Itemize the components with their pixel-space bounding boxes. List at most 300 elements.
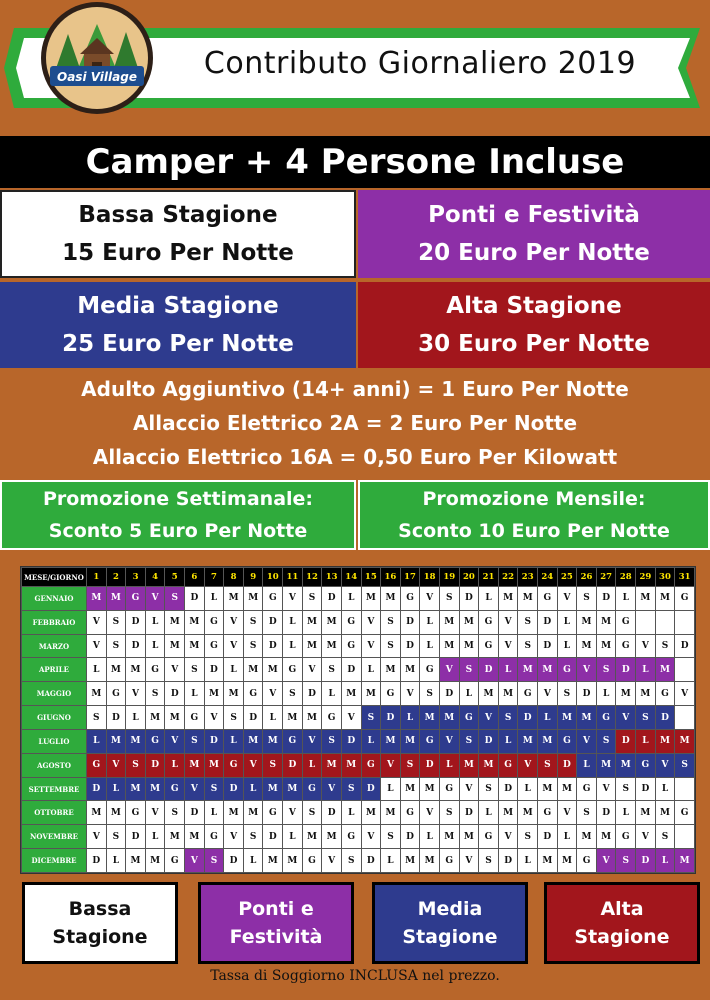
calendar-day-cell: D — [439, 682, 459, 706]
calendar-day-cell: M — [361, 682, 381, 706]
calendar-day-cell: S — [341, 849, 361, 873]
calendar-day-cell: G — [341, 825, 361, 849]
calendar-day-cell: V — [400, 682, 420, 706]
calendar-day-cell: L — [557, 610, 577, 634]
calendar-day-cell: V — [263, 682, 283, 706]
calendar-day-cell: G — [655, 682, 675, 706]
calendar-day-cell: L — [243, 777, 263, 801]
calendar-day-cell: D — [538, 825, 558, 849]
calendar-day-cell: M — [145, 849, 165, 873]
calendar-day-cell: L — [106, 777, 126, 801]
calendar-day-cell: G — [557, 658, 577, 682]
calendar-month-label: MARZO — [22, 634, 87, 658]
calendar-day-cell: S — [283, 682, 303, 706]
calendar-day-cell: D — [400, 634, 420, 658]
calendar-day-cell: L — [538, 706, 558, 730]
calendar-day-cell: M — [283, 706, 303, 730]
calendar-day-cell: G — [400, 801, 420, 825]
calendar-day-cell: M — [557, 706, 577, 730]
season-price: 30 Euro Per Notte — [418, 331, 650, 357]
calendar-day-header: 12 — [302, 568, 322, 587]
calendar-day-header: 1 — [87, 568, 107, 587]
calendar-day-cell: L — [459, 682, 479, 706]
calendar-day-cell: G — [204, 634, 224, 658]
calendar-day-cell: L — [341, 587, 361, 611]
calendar-day-cell: V — [87, 610, 107, 634]
calendar-day-header: 14 — [341, 568, 361, 587]
calendar-day-cell: L — [420, 825, 440, 849]
calendar-day-cell: M — [557, 777, 577, 801]
calendar-day-cell: M — [655, 801, 675, 825]
calendar-day-cell: S — [655, 634, 675, 658]
calendar-day-cell: L — [361, 729, 381, 753]
calendar-day-cell: D — [538, 610, 558, 634]
calendar-day-cell: D — [675, 634, 695, 658]
calendar-day-cell: M — [655, 587, 675, 611]
calendar-day-cell: D — [126, 634, 146, 658]
season-box-bassa — [0, 190, 356, 278]
calendar-day-header: 11 — [283, 568, 303, 587]
calendar-day-cell: V — [616, 706, 636, 730]
calendar-day-cell: D — [400, 825, 420, 849]
calendar-day-cell: M — [655, 658, 675, 682]
calendar-empty-cell — [655, 610, 675, 634]
calendar-day-cell: L — [263, 706, 283, 730]
calendar-day-cell: M — [439, 634, 459, 658]
calendar-day-cell: L — [557, 825, 577, 849]
calendar-day-cell: M — [224, 801, 244, 825]
calendar-day-cell: D — [361, 849, 381, 873]
calendar-day-cell: L — [106, 849, 126, 873]
calendar-day-cell: L — [126, 706, 146, 730]
calendar-day-cell: M — [400, 658, 420, 682]
calendar-day-cell: M — [577, 706, 597, 730]
calendar-day-cell: V — [557, 587, 577, 611]
calendar-day-cell: M — [165, 706, 185, 730]
promo-monthly — [358, 480, 710, 550]
calendar-day-cell: M — [322, 634, 342, 658]
calendar-day-cell: G — [616, 825, 636, 849]
calendar-day-cell: G — [204, 610, 224, 634]
calendar-day-cell: L — [185, 682, 205, 706]
calendar-day-cell: S — [498, 706, 518, 730]
calendar-day-cell: L — [479, 587, 499, 611]
calendar-day-cell: S — [302, 587, 322, 611]
calendar-day-cell: M — [675, 849, 695, 873]
calendar-day-cell: G — [283, 658, 303, 682]
calendar-day-cell: D — [341, 729, 361, 753]
calendar-day-cell: V — [459, 849, 479, 873]
calendar-day-cell: L — [479, 801, 499, 825]
calendar-day-cell: M — [479, 753, 499, 777]
calendar-day-cell: M — [302, 825, 322, 849]
season-price: 15 Euro Per Notte — [62, 240, 294, 266]
calendar-day-cell: G — [243, 682, 263, 706]
calendar-day-cell: G — [420, 729, 440, 753]
calendar-day-cell: G — [126, 801, 146, 825]
calendar-day-header: 23 — [518, 568, 538, 587]
calendar-day-cell: M — [616, 753, 636, 777]
calendar-month-label: AGOSTO — [22, 753, 87, 777]
calendar-day-cell: D — [185, 801, 205, 825]
calendar-day-cell: L — [361, 658, 381, 682]
calendar-day-cell: V — [498, 634, 518, 658]
calendar-day-cell: V — [636, 634, 656, 658]
calendar-day-cell: D — [361, 777, 381, 801]
calendar-day-cell: M — [538, 729, 558, 753]
season-box-alta — [358, 282, 710, 368]
calendar-day-cell: D — [420, 753, 440, 777]
calendar-day-cell: S — [243, 634, 263, 658]
calendar-day-cell: L — [420, 610, 440, 634]
calendar-day-cell: D — [243, 706, 263, 730]
calendar-day-cell: L — [636, 729, 656, 753]
calendar-day-cell: M — [243, 587, 263, 611]
calendar-month-row — [22, 658, 695, 682]
calendar-day-header: 8 — [224, 568, 244, 587]
calendar-day-header: 2 — [106, 568, 126, 587]
calendar-day-cell: S — [263, 753, 283, 777]
legend-line2: Festività — [229, 926, 323, 948]
calendar-day-cell: S — [518, 825, 538, 849]
calendar-day-cell: V — [538, 682, 558, 706]
calendar-day-cell: M — [420, 849, 440, 873]
calendar-day-cell: S — [381, 610, 401, 634]
calendar-day-cell: S — [302, 801, 322, 825]
calendar-day-header: 27 — [596, 568, 616, 587]
calendar-empty-cell — [675, 825, 695, 849]
calendar-day-cell: G — [145, 658, 165, 682]
calendar-day-cell: L — [283, 634, 303, 658]
calendar-day-cell: V — [518, 753, 538, 777]
season-box-ponti — [358, 190, 710, 278]
calendar-day-cell: S — [341, 777, 361, 801]
calendar-month-label: OTTOBRE — [22, 801, 87, 825]
calendar-day-cell: M — [322, 610, 342, 634]
calendar-day-cell: M — [459, 634, 479, 658]
calendar-day-header: 4 — [145, 568, 165, 587]
calendar-day-cell: G — [479, 610, 499, 634]
calendar-day-cell: M — [636, 801, 656, 825]
calendar-day-cell: S — [243, 825, 263, 849]
calendar-month-label: LUGLIO — [22, 729, 87, 753]
calendar-day-header: 3 — [126, 568, 146, 587]
calendar-day-header: 6 — [185, 568, 205, 587]
calendar-day-header: 7 — [204, 568, 224, 587]
calendar-day-cell: M — [165, 610, 185, 634]
calendar-day-cell: G — [185, 706, 205, 730]
calendar-day-header: 10 — [263, 568, 283, 587]
calendar-day-cell: V — [302, 729, 322, 753]
calendar-day-cell: D — [302, 682, 322, 706]
calendar-day-cell: M — [538, 777, 558, 801]
calendar-day-cell: G — [616, 634, 636, 658]
season-name: Bassa Stagione — [78, 202, 278, 228]
calendar-day-cell: V — [596, 849, 616, 873]
calendar-month-row — [22, 706, 695, 730]
calendar-day-cell: G — [126, 587, 146, 611]
season-name: Media Stagione — [77, 293, 279, 319]
calendar-day-cell: V — [420, 801, 440, 825]
calendar-day-header: 13 — [322, 568, 342, 587]
season-price: 20 Euro Per Notte — [418, 240, 650, 266]
calendar-day-cell: L — [616, 801, 636, 825]
headline: Camper + 4 Persone Incluse — [0, 136, 710, 188]
season-box-media — [0, 282, 356, 368]
calendar-day-cell: M — [204, 753, 224, 777]
calendar-day-cell: D — [636, 849, 656, 873]
calendar-day-cell: V — [224, 610, 244, 634]
calendar-month-label: SETTEMBRE — [22, 777, 87, 801]
calendar-day-cell: V — [498, 825, 518, 849]
calendar-day-cell: M — [616, 682, 636, 706]
calendar-day-cell: L — [518, 849, 538, 873]
calendar-day-cell: S — [557, 682, 577, 706]
calendar-empty-cell — [636, 610, 656, 634]
calendar-day-cell: M — [577, 610, 597, 634]
calendar-day-cell: M — [577, 825, 597, 849]
calendar-day-cell: L — [165, 753, 185, 777]
calendar-day-cell: M — [243, 729, 263, 753]
calendar-day-cell: M — [381, 801, 401, 825]
calendar-month-row — [22, 682, 695, 706]
calendar-day-cell: D — [577, 682, 597, 706]
calendar-empty-cell — [675, 610, 695, 634]
calendar-day-cell: V — [577, 658, 597, 682]
calendar-day-cell: M — [341, 682, 361, 706]
calendar-day-cell: V — [87, 825, 107, 849]
calendar-day-cell: G — [439, 777, 459, 801]
calendar-day-cell: S — [439, 801, 459, 825]
calendar-day-cell: L — [381, 849, 401, 873]
calendar-day-cell: M — [636, 587, 656, 611]
calendar-day-header: 30 — [655, 568, 675, 587]
calendar-day-cell: V — [185, 849, 205, 873]
calendar-day-cell: G — [577, 777, 597, 801]
calendar-day-cell: G — [675, 801, 695, 825]
calendar-day-cell: S — [165, 801, 185, 825]
calendar-day-cell: M — [106, 587, 126, 611]
legend-ponti — [198, 882, 354, 964]
calendar-day-cell: S — [616, 849, 636, 873]
calendar-day-cell: G — [224, 753, 244, 777]
calendar-day-cell: D — [479, 729, 499, 753]
calendar-day-cell: S — [479, 777, 499, 801]
calendar-day-cell: S — [439, 587, 459, 611]
calendar-day-cell: V — [243, 753, 263, 777]
calendar-day-cell: M — [498, 682, 518, 706]
calendar-day-cell: G — [381, 682, 401, 706]
calendar-month-row — [22, 587, 695, 611]
calendar-day-cell: G — [322, 706, 342, 730]
calendar-day-cell: G — [616, 610, 636, 634]
calendar-day-cell: M — [675, 729, 695, 753]
calendar-day-cell: M — [126, 849, 146, 873]
calendar-day-cell: G — [636, 753, 656, 777]
calendar-empty-cell — [675, 658, 695, 682]
calendar-day-cell: V — [498, 610, 518, 634]
calendar-day-cell: L — [596, 682, 616, 706]
calendar-day-cell: D — [616, 658, 636, 682]
calendar-day-cell: D — [106, 706, 126, 730]
calendar-day-cell: M — [145, 777, 165, 801]
calendar-day-cell: D — [479, 658, 499, 682]
calendar-day-cell: M — [322, 825, 342, 849]
calendar-day-cell: M — [439, 610, 459, 634]
calendar-day-header: 31 — [675, 568, 695, 587]
calendar-day-cell: M — [185, 634, 205, 658]
calendar-day-cell: V — [479, 706, 499, 730]
calendar-day-cell: M — [106, 658, 126, 682]
calendar-day-cell: G — [106, 682, 126, 706]
calendar-day-cell: S — [616, 777, 636, 801]
calendar-day-header: 25 — [557, 568, 577, 587]
calendar-day-cell: M — [400, 849, 420, 873]
calendar-month-row — [22, 777, 695, 801]
calendar-day-header: 15 — [361, 568, 381, 587]
calendar-day-header: 22 — [498, 568, 518, 587]
calendar-day-cell: M — [439, 706, 459, 730]
calendar-day-cell: G — [283, 729, 303, 753]
calendar-day-cell: D — [126, 825, 146, 849]
calendar-day-cell: S — [224, 706, 244, 730]
calendar-day-cell: D — [459, 801, 479, 825]
calendar-day-cell: D — [263, 634, 283, 658]
calendar-day-cell: M — [518, 587, 538, 611]
calendar-day-cell: D — [322, 801, 342, 825]
calendar-day-cell: G — [557, 729, 577, 753]
calendar-day-cell: M — [341, 753, 361, 777]
calendar-day-cell: M — [126, 729, 146, 753]
legend-line1: Media — [417, 898, 483, 920]
calendar-day-cell: V — [636, 825, 656, 849]
legend-bassa — [22, 882, 178, 964]
calendar-day-cell: D — [224, 777, 244, 801]
calendar-day-cell: D — [283, 753, 303, 777]
calendar-day-cell: M — [381, 587, 401, 611]
calendar-day-cell: D — [263, 825, 283, 849]
calendar-day-cell: G — [87, 753, 107, 777]
calendar-day-cell: S — [577, 801, 597, 825]
calendar-day-cell: D — [655, 706, 675, 730]
legend-line2: Stagione — [574, 926, 670, 948]
calendar-day-header: 24 — [538, 568, 558, 587]
calendar-day-cell: V — [655, 753, 675, 777]
calendar-day-cell: L — [204, 801, 224, 825]
calendar-day-cell: M — [106, 729, 126, 753]
calendar-day-cell: D — [263, 610, 283, 634]
calendar-day-cell: V — [224, 634, 244, 658]
extra-adult: Adulto Aggiuntivo (14+ anni) = 1 Euro Per Notte — [81, 377, 629, 401]
calendar-day-cell: L — [518, 777, 538, 801]
calendar-day-cell: V — [106, 753, 126, 777]
calendar-month-label: GIUGNO — [22, 706, 87, 730]
calendar-day-cell: G — [479, 825, 499, 849]
calendar-day-header: 18 — [420, 568, 440, 587]
calendar-day-cell: M — [420, 706, 440, 730]
calendar-day-cell: G — [538, 587, 558, 611]
calendar-day-cell: S — [204, 777, 224, 801]
calendar-day-cell: S — [518, 634, 538, 658]
calendar-day-header: 29 — [636, 568, 656, 587]
calendar-day-cell: M — [459, 610, 479, 634]
calendar-day-cell: S — [126, 753, 146, 777]
calendar-day-cell: M — [381, 729, 401, 753]
calendar-day-cell: L — [302, 753, 322, 777]
calendar-day-cell: D — [557, 753, 577, 777]
calendar-day-cell: S — [204, 849, 224, 873]
calendar-day-cell: G — [420, 658, 440, 682]
calendar-day-cell: D — [87, 849, 107, 873]
calendar-day-cell: M — [302, 634, 322, 658]
calendar-day-cell: D — [498, 777, 518, 801]
calendar-day-cell: M — [106, 801, 126, 825]
oasi-village-logo — [22, 0, 172, 130]
calendar-header-row — [22, 568, 695, 587]
calendar-day-cell: M — [185, 825, 205, 849]
calendar-day-cell: V — [361, 825, 381, 849]
calendar-day-cell: V — [283, 801, 303, 825]
calendar-day-cell: M — [518, 729, 538, 753]
calendar-month-label: NOVEMBRE — [22, 825, 87, 849]
calendar-day-cell: M — [518, 658, 538, 682]
calendar-day-cell: M — [322, 753, 342, 777]
calendar-day-cell: D — [165, 682, 185, 706]
calendar-day-cell: M — [420, 777, 440, 801]
calendar-day-cell: M — [577, 634, 597, 658]
calendar-day-cell: G — [165, 777, 185, 801]
calendar-day-cell: M — [263, 849, 283, 873]
calendar-day-header: 5 — [165, 568, 185, 587]
calendar-day-cell: V — [204, 706, 224, 730]
calendar-day-cell: L — [204, 587, 224, 611]
calendar-day-cell: M — [596, 753, 616, 777]
calendar-day-cell: G — [361, 753, 381, 777]
calendar-month-label: APRILE — [22, 658, 87, 682]
calendar-day-cell: D — [538, 634, 558, 658]
calendar-day-cell: L — [341, 801, 361, 825]
calendar-day-cell: V — [185, 777, 205, 801]
calendar-day-cell: M — [636, 682, 656, 706]
calendar-day-cell: L — [400, 706, 420, 730]
calendar-day-cell: G — [341, 610, 361, 634]
calendar-day-cell: L — [381, 777, 401, 801]
calendar-day-header: 17 — [400, 568, 420, 587]
calendar-day-cell: M — [283, 849, 303, 873]
calendar-day-cell: S — [479, 849, 499, 873]
calendar-day-cell: G — [302, 849, 322, 873]
calendar-day-header: 19 — [439, 568, 459, 587]
calendar-day-cell: V — [361, 610, 381, 634]
calendar-month-row — [22, 849, 695, 873]
calendar-month-row — [22, 825, 695, 849]
calendar-day-header: 21 — [479, 568, 499, 587]
calendar-day-cell: V — [557, 801, 577, 825]
calendar-day-cell: D — [636, 777, 656, 801]
calendar-day-cell: M — [243, 658, 263, 682]
calendar-day-cell: S — [381, 634, 401, 658]
calendar-day-cell: L — [145, 634, 165, 658]
calendar-day-cell: L — [145, 825, 165, 849]
calendar-corner-label: MESE/GIORNO — [22, 568, 87, 587]
calendar-day-cell: M — [459, 825, 479, 849]
calendar-day-cell: S — [87, 706, 107, 730]
calendar-day-cell: S — [596, 729, 616, 753]
calendar-day-cell: L — [87, 729, 107, 753]
calendar-day-cell: S — [636, 706, 656, 730]
calendar-day-cell: M — [538, 658, 558, 682]
calendar-day-cell: D — [322, 587, 342, 611]
